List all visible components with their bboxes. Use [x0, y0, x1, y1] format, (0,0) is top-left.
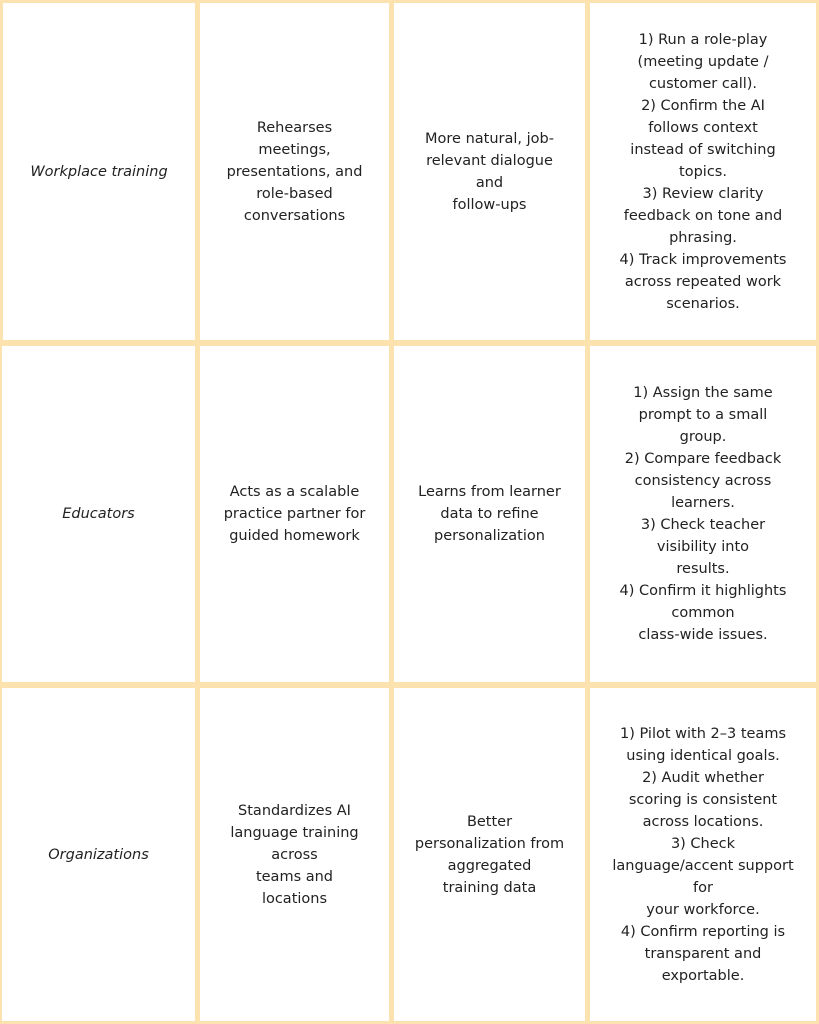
steps-cell-organizations: 1) Pilot with 2–3 teams using identical goals. 2) Audit whether scoring is consistent across locations. 3) Check language/accent support for your workforce. 4) Confirm reporting is transparent and exportable. — [588, 685, 819, 1024]
description-cell-educators: Acts as a scalable practice partner for guided homework — [198, 343, 392, 685]
benefit-cell-workplace-training: More natural, job- relevant dialogue and follow-ups — [392, 0, 588, 343]
row-label-educators: Educators — [0, 343, 198, 685]
description-cell-workplace-training: Rehearses meetings, presentations, and role-based conversations — [198, 0, 392, 343]
steps-cell-workplace-training: 1) Run a role-play (meeting update / customer call). 2) Confirm the AI follows context instead of switching topics. 3) Review clarity feedback on tone and phrasing. 4) Track improvements across repeated work scenarios. — [588, 0, 819, 343]
row-label-organizations: Organizations — [0, 685, 198, 1024]
steps-cell-educators: 1) Assign the same prompt to a small group. 2) Compare feedback consistency across learners. 3) Check teacher visibility into results. 4) Confirm it highlights common class-wide issues. — [588, 343, 819, 685]
description-cell-organizations: Standardizes AI language training across teams and locations — [198, 685, 392, 1024]
row-label-workplace-training: Workplace training — [0, 0, 198, 343]
benefit-cell-organizations: Better personalization from aggregated training data — [392, 685, 588, 1024]
benefit-cell-educators: Learns from learner data to refine personalization — [392, 343, 588, 685]
